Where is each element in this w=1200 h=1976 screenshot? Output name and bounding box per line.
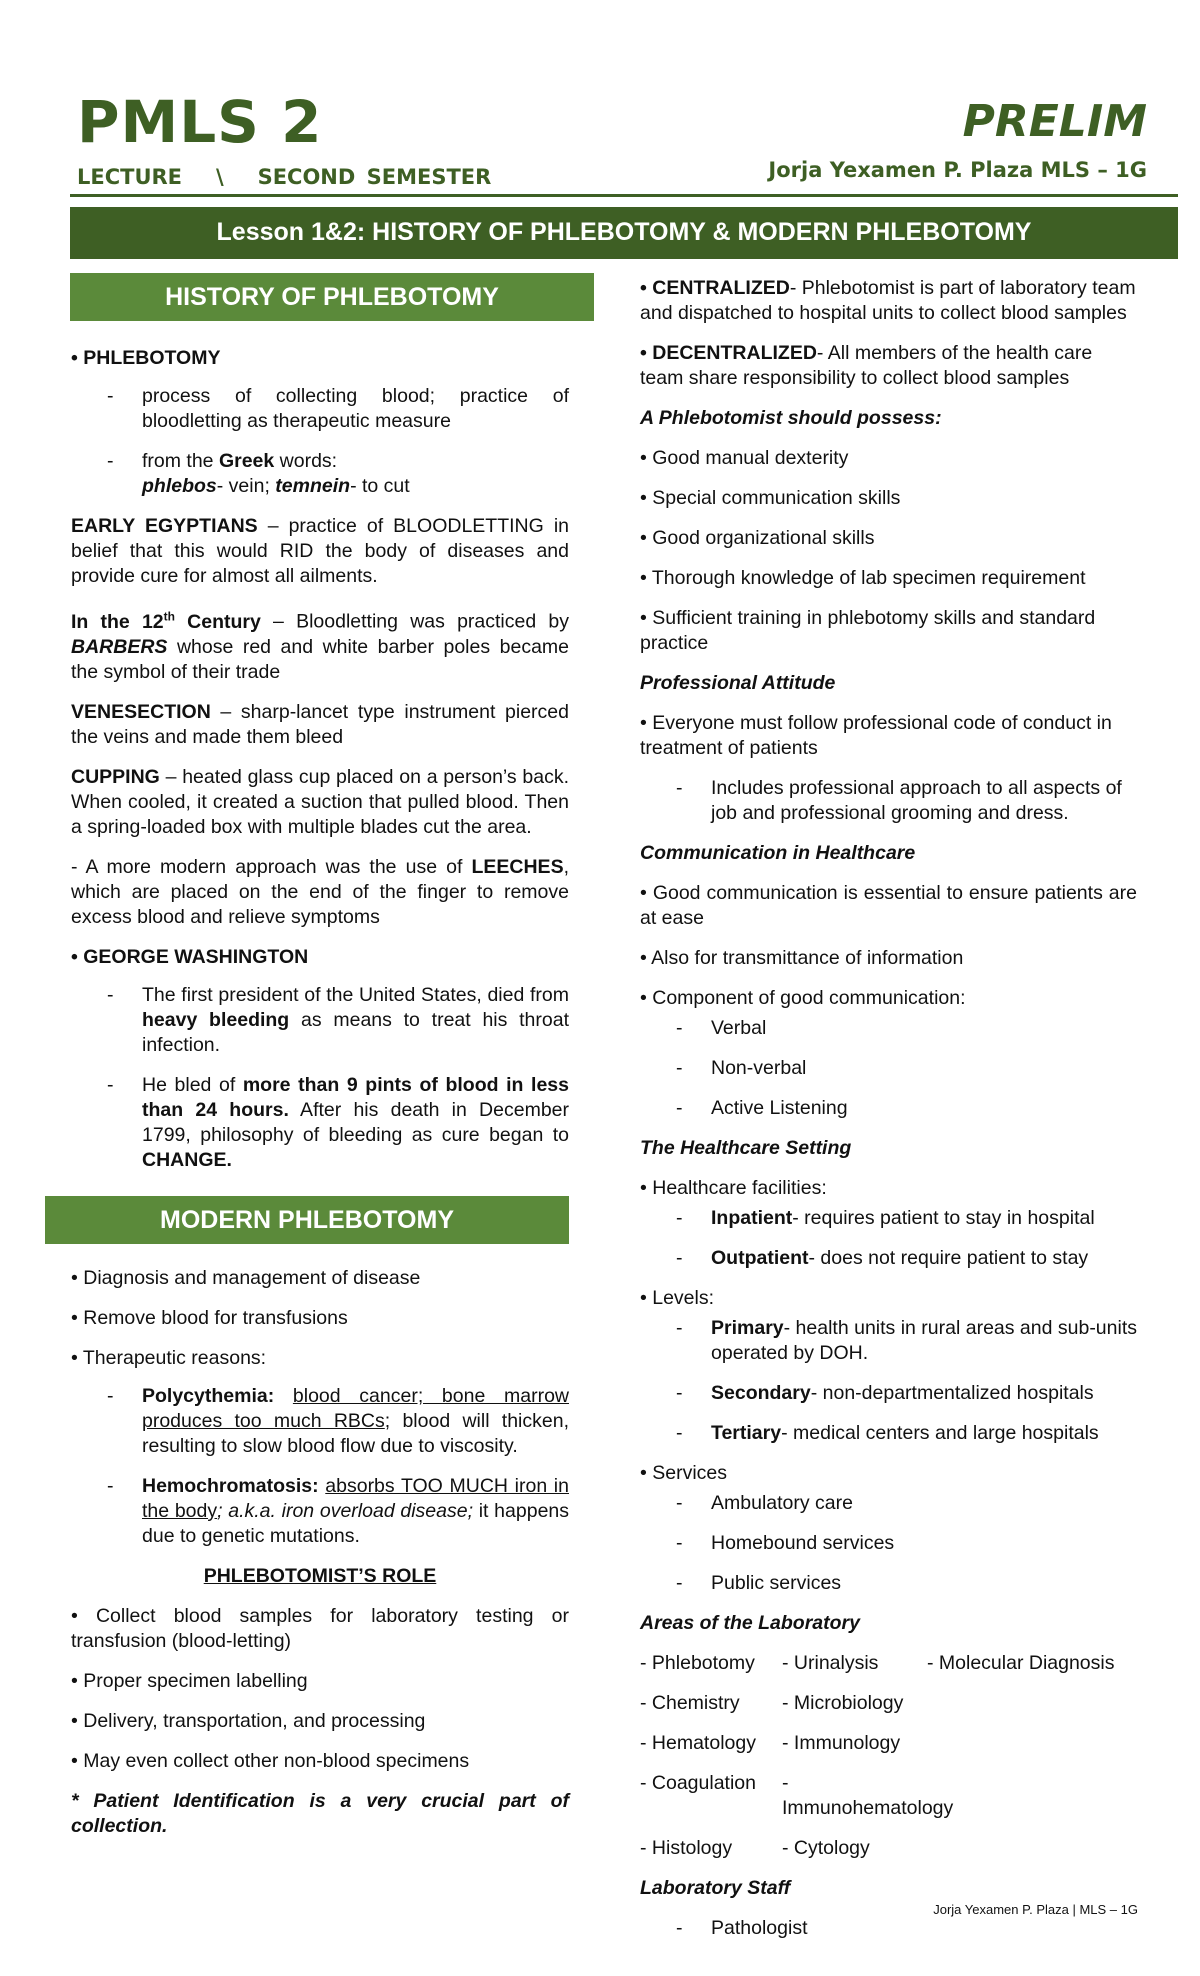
washington-label: • GEORGE WASHINGTON: [71, 945, 309, 968]
modern-item: • Therapeutic reasons:: [71, 1347, 267, 1369]
areas-row: - Histology - Cytology: [640, 1837, 870, 1859]
attitude-item: • Everyone must follow professional code of conduct in treatment of patients: [640, 712, 1112, 759]
right-column: [640, 276, 1137, 1956]
level-item: - Tertiary- medical centers and large hospitals: [640, 1421, 1137, 1446]
levels-list: [640, 1316, 1137, 1446]
cupping-paragraph: CUPPING – heated glass cup placed on a person’s back. When cooled, it created a suction that pulled blood. Then a spring-loaded box with multiple blades cut the area.: [71, 765, 569, 838]
areas-row: - Coagulation - Immunohematology: [640, 1772, 954, 1819]
facilities-list: [640, 1206, 1137, 1271]
course-subtitle: LECTURE \ SECOND SEMESTER: [77, 165, 492, 189]
areas-row: - Hematology - Immunology: [640, 1732, 901, 1754]
possess-item: • Sufficient training in phlebotomy skills and standard practice: [640, 607, 1096, 654]
level-item: - Secondary- non-departmentalized hospitals: [640, 1381, 1137, 1406]
service-item: - Ambulatory care: [640, 1491, 1137, 1516]
communication-item: • Good communication is essential to ensure patients are at ease: [640, 882, 1137, 929]
role-heading: PHLEBOTOMIST’S ROLE: [203, 1565, 437, 1587]
header-divider: [70, 194, 1178, 197]
possess-item: • Special communication skills: [640, 487, 901, 509]
services-label: • Services: [640, 1462, 728, 1484]
definition-item: - from the Greek words: phlebos- vein; temnein- to cut: [71, 449, 569, 499]
history-section-heading: HISTORY OF PHLEBOTOMY: [70, 273, 594, 321]
phlebotomy-label: • PHLEBOTOMY: [71, 347, 221, 369]
washington-list: [71, 983, 569, 1173]
communication-heading: Communication in Healthcare: [640, 842, 916, 864]
author-name: Jorja Yexamen P. Plaza MLS – 1G: [768, 158, 1147, 182]
washington-item: - The first president of the United States, died from heavy bleeding as means to treat his throat infection.: [71, 983, 569, 1058]
history-column: [71, 346, 569, 1188]
component-item: - Active Listening: [640, 1096, 1137, 1121]
exam-label: PRELIM: [962, 96, 1147, 147]
lesson-title-banner: Lesson 1&2: HISTORY OF PHLEBOTOMY & MODERN PHLEBOTOMY: [70, 207, 1178, 259]
role-item: • May even collect other non-blood specimens: [71, 1750, 470, 1772]
attitude-heading: Professional Attitude: [640, 672, 836, 694]
identification-note: * Patient Identification is a very crucial part of collection.: [71, 1790, 569, 1837]
areas-row: - Chemistry - Microbiology: [640, 1692, 904, 1714]
modern-column: [71, 1266, 569, 1854]
egyptians-paragraph: EARLY EGYPTIANS – practice of BLOODLETTING in belief that this would RID the body of diseases and provide cure for almost all ailments.: [71, 515, 569, 587]
communication-item: • Component of good communication:: [640, 987, 966, 1009]
therapeutic-list: [71, 1384, 569, 1549]
role-item: • Delivery, transportation, and processing: [71, 1710, 426, 1732]
attitude-subitem: - Includes professional approach to all aspects of job and professional grooming and dress.: [640, 776, 1137, 826]
role-item: • Proper specimen labelling: [71, 1670, 308, 1692]
phlebotomy-definition-list: [71, 384, 569, 499]
decentralized-paragraph: • DECENTRALIZED- All members of the health care team share responsibility to collect blood samples: [640, 342, 1093, 389]
facility-item: - Inpatient- requires patient to stay in hospital: [640, 1206, 1137, 1231]
century-paragraph: In the 12th Century – Bloodletting was practiced by BARBERS whose red and white barber poles became the symbol of their trade: [71, 609, 569, 683]
facility-item: - Outpatient- does not require patient to stay: [640, 1246, 1137, 1271]
therapeutic-item: - Polycythemia: blood cancer; bone marrow produces too much RBCs; blood will thicken, resulting to slow blood flow due to viscosity.: [71, 1384, 569, 1459]
level-item: - Primary- health units in rural areas and sub-units operated by DOH.: [640, 1316, 1137, 1366]
page-footer: Jorja Yexamen P. Plaza | MLS – 1G: [933, 1902, 1138, 1917]
centralized-paragraph: • CENTRALIZED- Phlebotomist is part of laboratory team and dispatched to hospital units to collect blood samples: [640, 277, 1136, 324]
possess-item: • Good organizational skills: [640, 527, 875, 549]
document-title: PMLS 2: [77, 88, 323, 156]
service-item: - Public services: [640, 1571, 1137, 1596]
definition-item: - process of collecting blood; practice of bloodletting as therapeutic measure: [71, 384, 569, 434]
areas-heading: Areas of the Laboratory: [640, 1612, 860, 1634]
staff-heading: Laboratory Staff: [640, 1877, 791, 1899]
areas-row: - Phlebotomy - Urinalysis - Molecular Diagnosis: [640, 1652, 1115, 1674]
component-item: - Verbal: [640, 1016, 1137, 1041]
services-list: [640, 1491, 1137, 1596]
modern-item: • Remove blood for transfusions: [71, 1307, 348, 1329]
facilities-label: • Healthcare facilities:: [640, 1177, 827, 1199]
leeches-paragraph: - A more modern approach was the use of LEECHES, which are placed on the end of the finger to remove excess blood and relieve symptoms: [71, 855, 569, 928]
modern-item: • Diagnosis and management of disease: [71, 1267, 421, 1289]
venesection-paragraph: VENESECTION – sharp-lancet type instrument pierced the veins and made them bleed: [71, 700, 569, 748]
service-item: - Homebound services: [640, 1531, 1137, 1556]
possess-item: • Thorough knowledge of lab specimen requirement: [640, 567, 1086, 589]
communication-components: [640, 1016, 1137, 1121]
setting-heading: The Healthcare Setting: [640, 1137, 852, 1159]
communication-item: • Also for transmittance of information: [640, 947, 964, 969]
staff-item: - Pathologist: [640, 1916, 1137, 1941]
washington-item: - He bled of more than 9 pints of blood in less than 24 hours. After his death in December 1799, philosophy of bleeding as cure began to CHANGE.: [71, 1073, 569, 1173]
modern-section-heading: MODERN PHLEBOTOMY: [45, 1196, 569, 1244]
possess-item: • Good manual dexterity: [640, 447, 849, 469]
component-item: - Non-verbal: [640, 1056, 1137, 1081]
possess-heading: A Phlebotomist should possess:: [640, 407, 942, 429]
levels-label: • Levels:: [640, 1287, 715, 1309]
role-item: • Collect blood samples for laboratory testing or transfusion (blood-letting): [71, 1605, 569, 1652]
therapeutic-item: - Hemochromatosis: absorbs TOO MUCH iron in the body; a.k.a. iron overload disease; it happens due to genetic mutations.: [71, 1474, 569, 1549]
